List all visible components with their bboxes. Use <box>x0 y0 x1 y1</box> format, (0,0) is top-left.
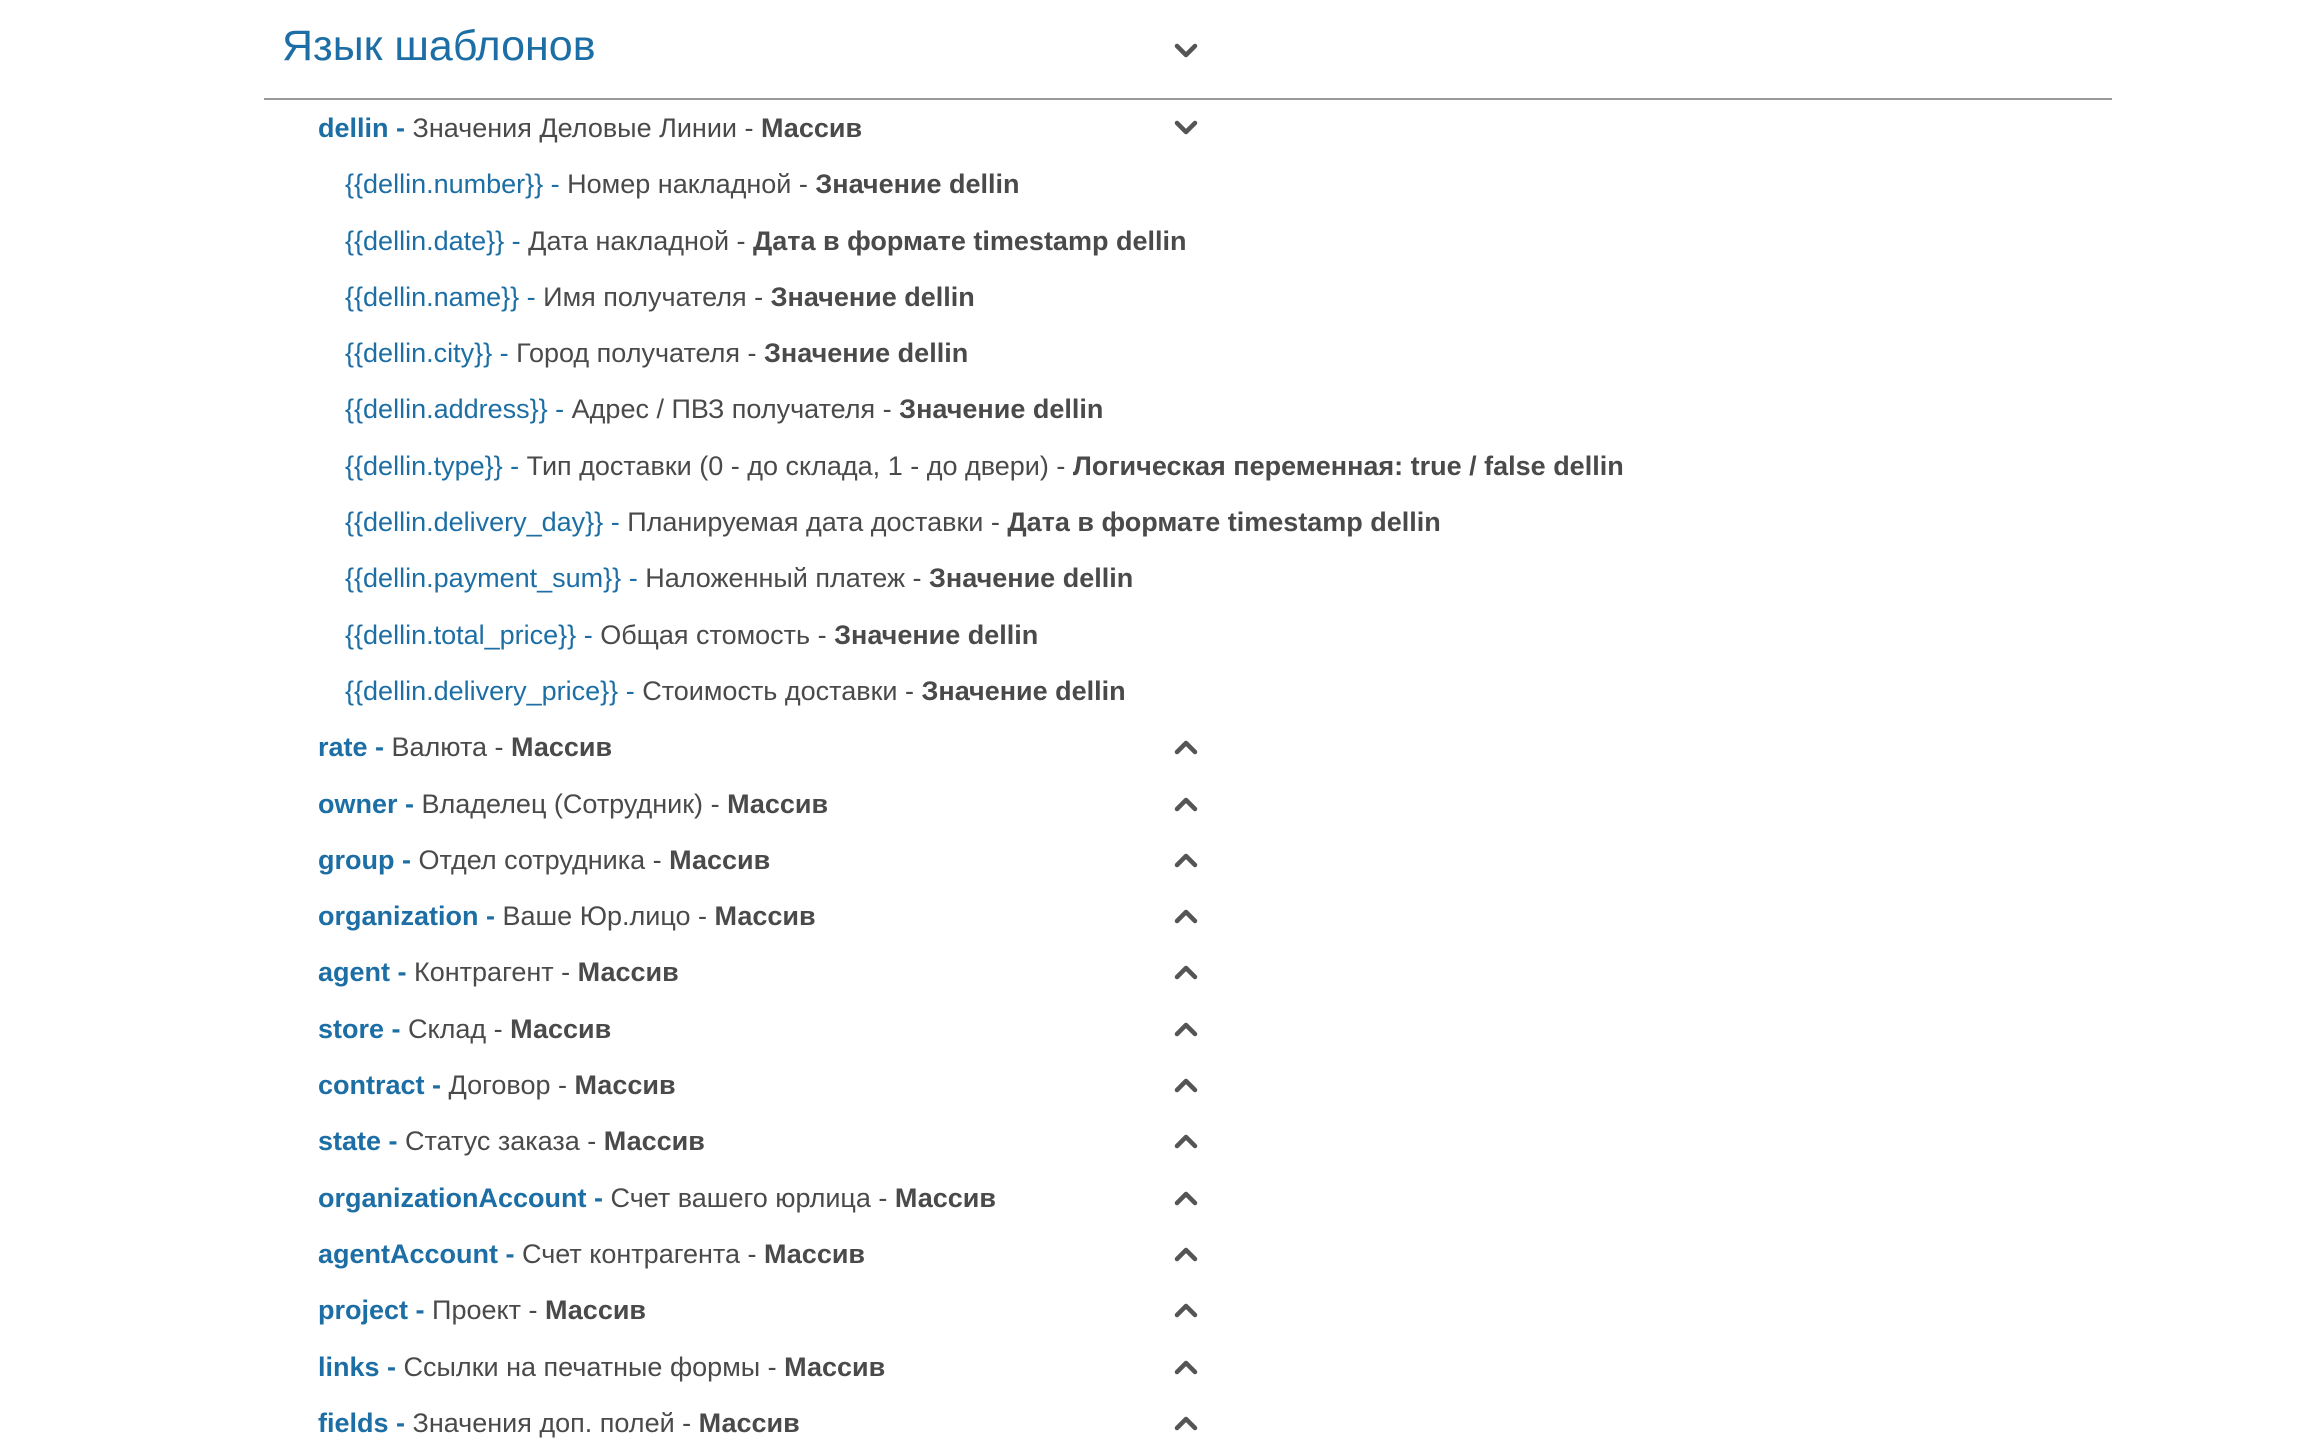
variable-type: Дата в формате timestamp dellin <box>753 225 1187 256</box>
variable-description: Склад <box>408 1013 487 1044</box>
variable-group-row[interactable] <box>264 1170 2112 1226</box>
variable-row <box>264 550 2112 606</box>
variable-group-row[interactable] <box>264 776 2112 832</box>
variable-group-row[interactable] <box>264 1113 2112 1169</box>
variable-type: Массив <box>574 1070 676 1101</box>
variable-list <box>264 100 2112 1451</box>
separator: - <box>550 1070 575 1101</box>
template-language-panel <box>264 0 2112 1451</box>
variable-key[interactable]: agent <box>318 957 391 988</box>
separator: - <box>690 901 715 932</box>
variable-type: Массив <box>603 1126 705 1157</box>
separator: - <box>424 1070 449 1101</box>
variable-type: Массив <box>698 1407 800 1438</box>
variable-type: Значение dellin <box>921 675 1126 706</box>
variable-key[interactable]: {{dellin.number}} <box>345 169 544 200</box>
separator: - <box>492 338 517 369</box>
variable-description: Счет контрагента <box>522 1238 740 1269</box>
separator: - <box>897 675 922 706</box>
variable-description: Ваше Юр.лицо <box>502 901 691 932</box>
variable-key[interactable]: dellin <box>318 113 389 143</box>
chevron-up-icon[interactable] <box>1171 732 1201 762</box>
variable-key[interactable]: {{dellin.type}} <box>345 450 503 481</box>
variable-description: Валюта <box>391 732 488 763</box>
variable-type: Массив <box>510 1013 612 1044</box>
chevron-up-icon[interactable] <box>1171 845 1201 875</box>
variable-description: Планируемая дата доставки <box>627 507 984 538</box>
variable-key[interactable]: {{dellin.address}} <box>345 394 548 425</box>
separator: - <box>388 1407 413 1438</box>
variable-description: Значения доп. полей <box>412 1407 675 1438</box>
variable-description: Стоимость доставки <box>642 675 898 706</box>
variable-description: Владелец (Сотрудник) <box>421 788 704 819</box>
variable-group-row[interactable] <box>264 1226 2112 1282</box>
chevron-up-icon[interactable] <box>1171 789 1201 819</box>
variable-type: Массив <box>727 788 829 819</box>
separator: - <box>379 1351 404 1382</box>
separator: - <box>740 338 764 369</box>
chevron-up-icon[interactable] <box>1171 1408 1201 1438</box>
chevron-up-icon[interactable] <box>1171 901 1201 931</box>
variable-description: Адрес / ПВЗ получателя <box>571 394 876 425</box>
separator: - <box>736 113 761 143</box>
variable-description: Тип доставки (0 - до склада, 1 - до двери) <box>526 450 1049 481</box>
separator: - <box>478 901 503 932</box>
variable-group-row[interactable] <box>264 944 2112 1000</box>
chevron-up-icon[interactable] <box>1171 1239 1201 1269</box>
separator: - <box>576 619 601 650</box>
variable-description: Наложенный платеж <box>645 563 906 594</box>
variable-description: Договор <box>448 1070 551 1101</box>
variable-row <box>264 438 2112 494</box>
variable-key[interactable]: organizationAccount <box>318 1182 587 1213</box>
separator: - <box>502 450 527 481</box>
variable-description: Отдел сотрудника <box>418 844 646 875</box>
variable-type: Массив <box>714 901 816 932</box>
separator: - <box>486 1013 511 1044</box>
variable-group-row[interactable] <box>264 719 2112 775</box>
variable-description: Значения Деловые Линии <box>412 113 737 143</box>
variable-key[interactable]: {{dellin.delivery_day}} <box>345 507 604 538</box>
variable-key[interactable]: {{dellin.date}} <box>345 225 505 256</box>
variable-type: Массив <box>763 1238 866 1269</box>
separator: - <box>519 281 544 312</box>
variable-description: Город получателя <box>516 338 740 369</box>
variable-group-row[interactable] <box>264 1395 2112 1451</box>
separator: - <box>388 113 413 143</box>
variable-description: Общая стомость <box>600 619 811 650</box>
variable-type: Логическая переменная: true / false dellin <box>1072 450 1624 481</box>
separator: - <box>603 507 628 538</box>
separator: - <box>543 169 568 200</box>
variable-group-row[interactable] <box>264 1057 2112 1113</box>
variable-key[interactable]: fields <box>318 1407 389 1438</box>
chevron-up-icon[interactable] <box>1171 1183 1201 1213</box>
separator: - <box>498 1238 523 1269</box>
separator: - <box>739 1238 764 1269</box>
variable-type: Значение dellin <box>764 338 969 369</box>
variable-type: Значение dellin <box>770 281 975 312</box>
variable-key[interactable]: contract <box>318 1070 425 1101</box>
separator: - <box>520 1295 545 1326</box>
variable-row <box>264 663 2112 719</box>
separator: - <box>579 1126 604 1157</box>
variable-type: Массив <box>760 113 863 143</box>
separator: - <box>381 1126 406 1157</box>
separator: - <box>621 563 646 594</box>
separator: - <box>983 507 1008 538</box>
variable-description: Имя получателя <box>543 281 747 312</box>
variable-row <box>264 156 2112 212</box>
separator: - <box>1048 450 1073 481</box>
variable-key[interactable]: {{dellin.name}} <box>345 281 520 312</box>
separator: - <box>810 619 835 650</box>
variable-key[interactable]: organization <box>318 901 479 932</box>
variable-key[interactable]: store <box>318 1013 385 1044</box>
chevron-down-icon[interactable] <box>1171 36 1201 66</box>
separator: - <box>504 225 529 256</box>
variable-group-row[interactable] <box>264 100 2112 156</box>
separator: - <box>618 675 643 706</box>
variable-type: Значение dellin <box>929 563 1134 594</box>
variable-type: Массив <box>669 844 771 875</box>
chevron-up-icon[interactable] <box>1171 1014 1201 1044</box>
variable-type: Массив <box>784 1351 886 1382</box>
variable-key[interactable]: state <box>318 1126 382 1157</box>
variable-type: Дата в формате timestamp dellin <box>1007 507 1441 538</box>
variable-key[interactable]: rate <box>318 732 368 763</box>
separator: - <box>905 563 930 594</box>
separator: - <box>397 788 422 819</box>
separator: - <box>367 732 392 763</box>
chevron-up-icon[interactable] <box>1171 1126 1201 1156</box>
variable-description: Контрагент <box>414 957 554 988</box>
chevron-down-icon[interactable] <box>1171 113 1201 143</box>
section-title: Язык шаблонов <box>282 22 596 70</box>
separator: - <box>875 394 900 425</box>
variable-type: Значение dellin <box>899 394 1104 425</box>
separator: - <box>408 1295 433 1326</box>
variable-type: Массив <box>544 1295 647 1326</box>
variable-description: Дата накладной <box>528 225 730 256</box>
chevron-up-icon[interactable] <box>1171 1295 1201 1325</box>
variable-row <box>264 325 2112 381</box>
separator: - <box>394 844 419 875</box>
variable-group-row[interactable] <box>264 832 2112 888</box>
variable-description: Проект <box>432 1295 521 1326</box>
variable-group-row[interactable] <box>264 1001 2112 1057</box>
variable-description: Статус заказа <box>405 1126 580 1157</box>
separator: - <box>586 1182 611 1213</box>
separator: - <box>674 1407 699 1438</box>
variable-key[interactable]: group <box>318 844 395 875</box>
variable-key[interactable]: {{dellin.payment_sum}} <box>345 563 622 594</box>
variable-type: Массив <box>894 1182 996 1213</box>
variable-row <box>264 213 2112 269</box>
variable-key[interactable]: agentAccount <box>318 1238 499 1269</box>
chevron-up-icon[interactable] <box>1171 957 1201 987</box>
separator: - <box>870 1182 895 1213</box>
separator: - <box>645 844 670 875</box>
variable-type: Значение dellin <box>815 169 1020 200</box>
variable-type: Значение dellin <box>834 619 1039 650</box>
variable-row <box>264 494 2112 550</box>
separator: - <box>384 1013 409 1044</box>
separator: - <box>553 957 578 988</box>
separator: - <box>746 281 771 312</box>
section-header[interactable] <box>264 0 2112 100</box>
chevron-up-icon[interactable] <box>1171 1070 1201 1100</box>
variable-row <box>264 607 2112 663</box>
variable-key[interactable]: {{dellin.city}} <box>345 338 493 369</box>
separator: - <box>390 957 415 988</box>
variable-key[interactable]: {{dellin.delivery_price}} <box>345 675 619 706</box>
variable-description: Номер накладной <box>567 169 792 200</box>
variable-group-row[interactable] <box>264 888 2112 944</box>
variable-key[interactable]: {{dellin.total_price}} <box>345 619 577 650</box>
separator: - <box>547 394 572 425</box>
variable-key[interactable]: project <box>318 1295 409 1326</box>
variable-row <box>264 381 2112 437</box>
separator: - <box>487 732 512 763</box>
variable-group-row[interactable] <box>264 1339 2112 1395</box>
chevron-up-icon[interactable] <box>1171 1352 1201 1382</box>
separator: - <box>703 788 728 819</box>
separator: - <box>729 225 754 256</box>
variable-group-row[interactable] <box>264 1282 2112 1338</box>
variable-type: Массив <box>577 957 679 988</box>
separator: - <box>791 169 816 200</box>
variable-type: Массив <box>511 732 613 763</box>
variable-key[interactable]: links <box>318 1351 380 1382</box>
variable-row <box>264 269 2112 325</box>
separator: - <box>760 1351 785 1382</box>
variable-key[interactable]: owner <box>318 788 398 819</box>
variable-description: Счет вашего юрлица <box>610 1182 871 1213</box>
variable-description: Ссылки на печатные формы <box>403 1351 761 1382</box>
